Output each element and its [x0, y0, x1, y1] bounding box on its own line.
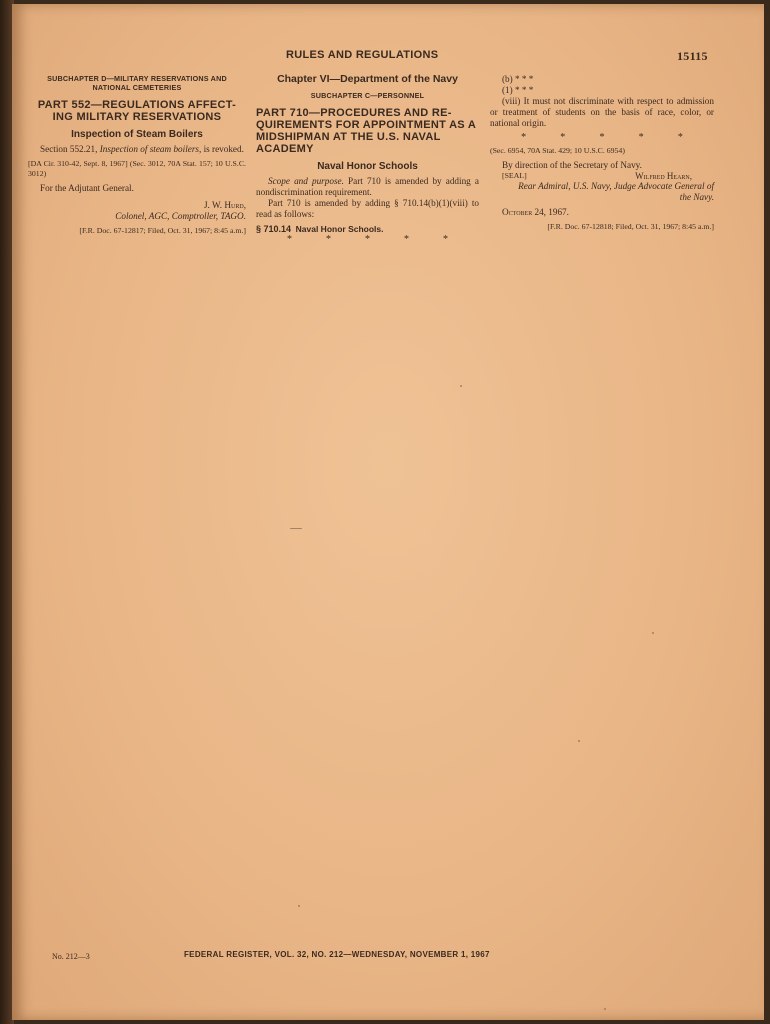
signer: J. W. Hurd, [203, 200, 246, 210]
subchapter-heading: SUBCHAPTER C—PERSONNEL [310, 91, 425, 100]
part-heading: PART 552—REGULATIONS AFFECT-ING MILITARY RESERVATIONS [37, 99, 237, 123]
direction-line: By direction of the Secretary of Navy. [502, 160, 642, 170]
subsection-b: (b) * * * [502, 74, 534, 84]
seal-signer-line [490, 171, 714, 181]
part-heading: PART 710—PROCEDURES AND RE-QUIREMENTS FOR APPOINTMENT AS A MIDSHIPMAN AT THE U.S. NAVAL ACADEMY [256, 107, 476, 155]
section-rest: is revoked. [203, 144, 244, 154]
running-title: RULES AND REGULATIONS [286, 49, 439, 61]
paper-speck [298, 905, 300, 907]
register-line: FEDERAL REGISTER, VOL. 32, NO. 212—WEDNESDAY, NOVEMBER 1, 1967 [184, 950, 490, 959]
subchapter-heading: SUBCHAPTER D—MILITARY RESERVATIONS AND NATIONAL CEMETERIES [47, 74, 227, 92]
ellipsis-stars: * * * * * [521, 132, 683, 143]
section-title: Inspection of steam boilers, [99, 144, 202, 154]
signer-title: Rear Admiral, U.S. Navy, Judge Advocate General of the Navy. [518, 181, 714, 202]
scope-paragraph [256, 176, 479, 198]
column-2 [256, 74, 479, 244]
paper-speck [290, 528, 302, 529]
section-number: § 710.14 [256, 224, 292, 234]
section-heading: Naval Honor Schools [317, 161, 418, 172]
citation: [DA Cir. 310-42, Sept. 8, 1967] (Sec. 3012, 70A Stat. 157; 10 U.S.C. 3012) [28, 159, 246, 178]
column-3 [490, 74, 714, 232]
amend-paragraph: Part 710 is amended by adding § 710.14(b)(1)(viii) to read as follows: [256, 198, 479, 219]
seal-mark: [SEAL] [502, 171, 527, 180]
for-line: For the Adjutant General. [40, 183, 134, 193]
section-title: Naval Honor Schools. [295, 224, 384, 234]
page-number: 15115 [677, 49, 708, 63]
date-line: October 24, 1967. [502, 207, 569, 217]
paper-speck [604, 1008, 606, 1010]
paper-speck [578, 740, 580, 742]
chapter-heading: Chapter VI—Department of the Navy [277, 73, 458, 85]
subsection-1: (1) * * * [502, 85, 534, 95]
subsection-viii: (viii) It must not discriminate with respect to admission or treatment of students on the basis of race, color, or national origin. [490, 96, 714, 128]
fr-doc: [F.R. Doc. 67-12818; Filed, Oct. 31, 1967; 8:45 a.m.] [547, 222, 714, 231]
signer-name [28, 200, 246, 211]
section-heading: Inspection of Steam Boilers [71, 129, 203, 140]
signer: Wilfred Hearn, [635, 171, 692, 181]
column-1 [28, 74, 246, 236]
section-number: Section 552.21, [40, 144, 98, 154]
fr-doc: [F.R. Doc. 67-12817; Filed, Oct. 31, 1967; 8:45 a.m.] [79, 226, 246, 235]
issue-number: No. 212—3 [52, 952, 90, 961]
scope-text: Part 710 is amended by adding a nondiscrimination requirement. [256, 176, 479, 197]
paper-speck [652, 632, 654, 634]
ellipsis-stars: * * * * * [287, 234, 448, 245]
citation: (Sec. 6954, 70A Stat. 429; 10 U.S.C. 6954) [490, 146, 625, 155]
scope-label: Scope and purpose. [268, 176, 344, 186]
paper-speck [460, 385, 462, 387]
signer-title: Colonel, AGC, Comptroller, TAGO. [115, 211, 246, 221]
revocation-paragraph [28, 144, 246, 155]
